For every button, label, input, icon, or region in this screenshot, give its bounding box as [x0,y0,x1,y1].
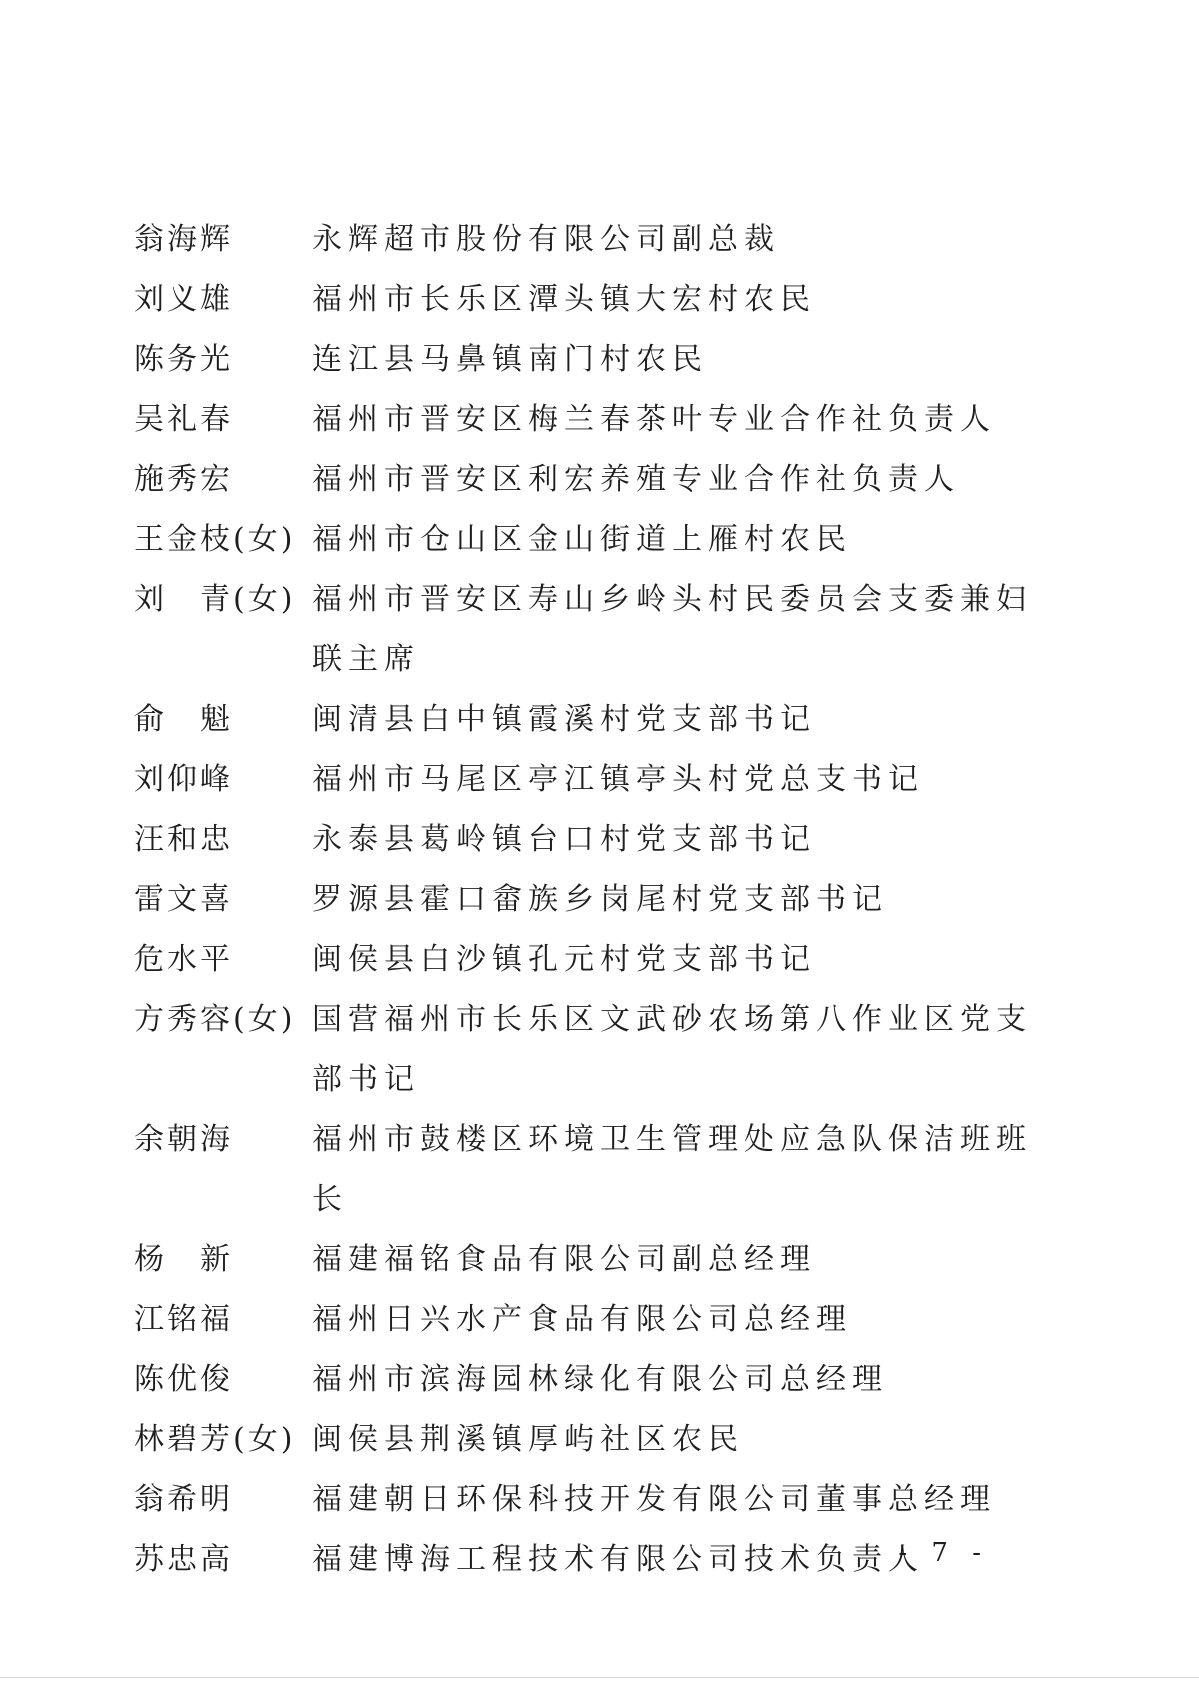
person-title: 福州市晋安区利宏养殖专业合作社负责人 [312,462,960,497]
person-title: 福州市鼓楼区环境卫生管理处应急队保洁班班长 [312,1122,1032,1217]
person-name: 杨 新 [134,1242,233,1277]
list-item [134,1410,1064,1470]
person-title: 国营福州市长乐区文武砂农场第八作业区党支部书记 [312,1002,1032,1097]
person-title: 福建博海工程技术有限公司技术负责人 [312,1542,924,1577]
list-item [134,870,1064,930]
person-name: 方秀容(女) [134,1002,296,1037]
list-item [134,1110,1064,1230]
list-item [134,570,1064,690]
person-name: 俞 魁 [134,702,233,737]
person-title: 福州市长乐区潭头镇大宏村农民 [312,282,816,317]
person-title: 永泰县葛岭镇台口村党支部书记 [312,822,816,857]
list-item [134,450,1064,510]
person-title: 福州市晋安区梅兰春茶叶专业合作社负责人 [312,402,996,437]
person-title: 闽侯县荆溪镇厚屿社区农民 [312,1422,744,1457]
person-name: 吴礼春 [134,402,233,437]
list-item [134,810,1064,870]
person-name: 刘 青(女) [134,582,296,617]
person-title: 闽清县白中镇霞溪村党支部书记 [312,702,816,737]
list-item [134,1350,1064,1410]
list-item [134,690,1064,750]
person-name: 刘义雄 [134,282,233,317]
person-title: 闽侯县白沙镇孔元村党支部书记 [312,942,816,977]
list-item [134,1230,1064,1290]
person-name: 陈务光 [134,342,233,377]
personnel-list [134,210,1064,1590]
scan-edge-divider [0,1677,1199,1678]
list-item [134,330,1064,390]
person-name: 余朝海 [134,1122,233,1157]
person-title: 罗源县霍口畲族乡岗尾村党支部书记 [312,882,888,917]
person-name: 施秀宏 [134,462,233,497]
page-number: - 7 - [898,1538,989,1568]
list-item [134,270,1064,330]
person-name: 翁海辉 [134,222,233,257]
person-title: 福州市仓山区金山街道上雁村农民 [312,522,852,557]
person-name: 雷文喜 [134,882,233,917]
list-item [134,1290,1064,1350]
list-item [134,390,1064,450]
person-name: 林碧芳(女) [134,1422,296,1457]
person-title: 福州市晋安区寿山乡岭头村民委员会支委兼妇联主席 [312,582,1032,677]
person-name: 苏忠高 [134,1542,233,1577]
person-name: 汪和忠 [134,822,233,857]
person-title: 连江县马鼻镇南门村农民 [312,342,708,377]
person-title: 福建朝日环保科技开发有限公司董事总经理 [312,1482,996,1517]
list-item [134,510,1064,570]
person-title: 福州市马尾区亭江镇亭头村党总支书记 [312,762,924,797]
person-title: 福州市滨海园林绿化有限公司总经理 [312,1362,888,1397]
person-name: 刘仰峰 [134,762,233,797]
list-item [134,1470,1064,1530]
person-title: 福州日兴水产食品有限公司总经理 [312,1302,852,1337]
person-name: 陈优俊 [134,1362,233,1397]
person-name: 翁希明 [134,1482,233,1517]
list-item [134,930,1064,990]
person-name: 江铭福 [134,1302,233,1337]
list-item [134,990,1064,1110]
person-name: 危水平 [134,942,233,977]
person-title: 福建福铭食品有限公司副总经理 [312,1242,816,1277]
person-title: 永辉超市股份有限公司副总裁 [312,222,780,257]
person-name: 王金枝(女) [134,522,296,557]
list-item [134,750,1064,810]
list-item [134,210,1064,270]
